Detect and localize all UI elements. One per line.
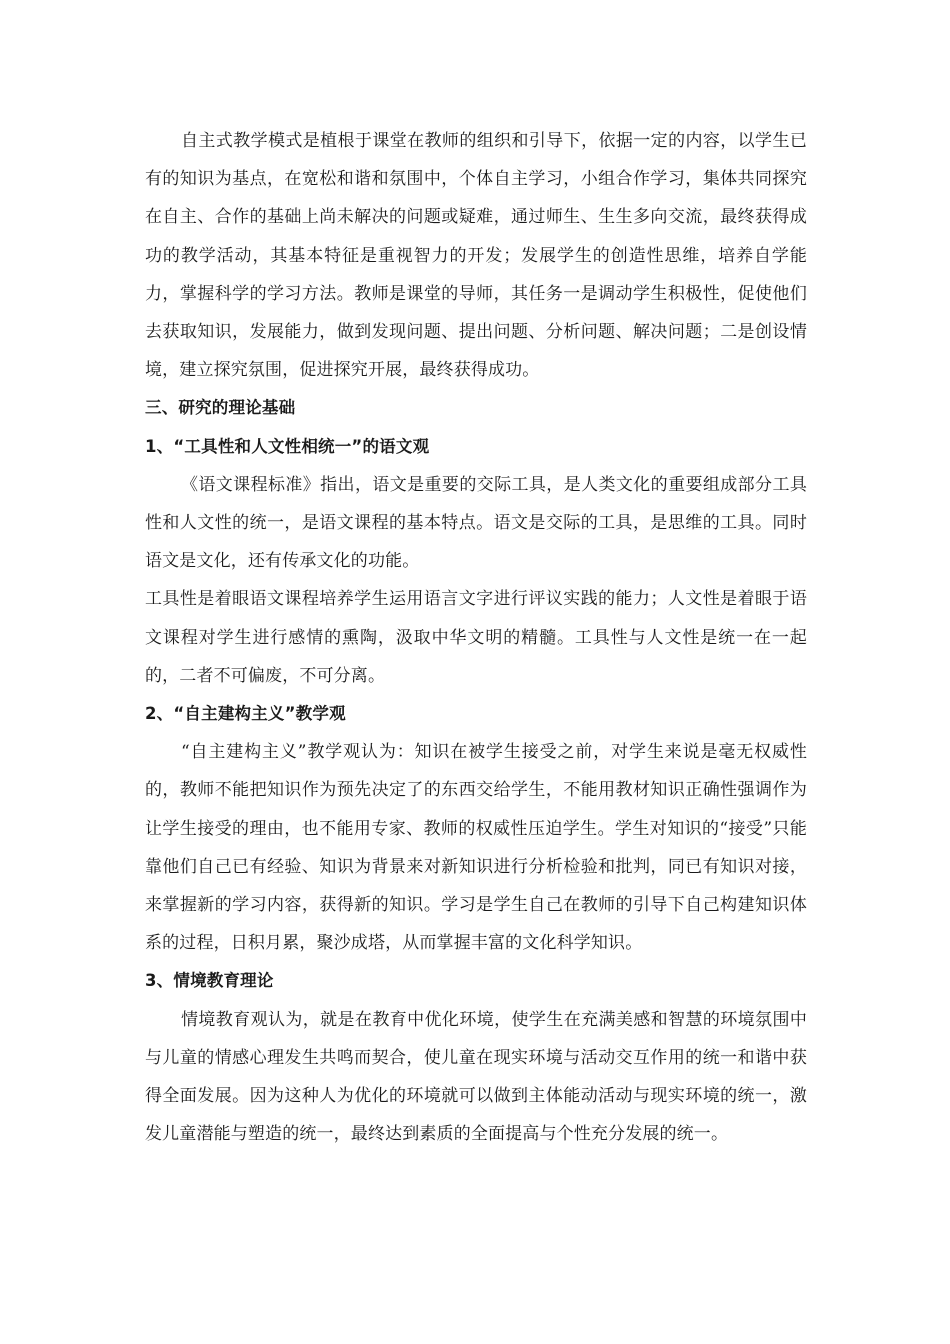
paragraph-curriculum-standard: 《语文课程标准》指出，语文是重要的交际工具，是人类文化的重要组成部分工具性和人文性的统一，是语文课程的基本特点。语文是交际的工具，是思维的工具。同时语文是文化，还有传承文化的功能。 (145, 474, 807, 572)
subheading-instrumental-humanistic: 1、“工具性和人文性相统一”的语文观 (145, 436, 430, 456)
subheading-situational-education: 3、情境教育理论 (145, 971, 274, 991)
section-heading-theoretical-basis: 三、研究的理论基础 (145, 398, 296, 418)
paragraph-situational-education: 情境教育观认为，就是在教育中优化环境，使学生在充满美感和智慧的环境氛围中与儿童的情感心理发生共鸣而契合，使儿童在现实环境与活动交互作用的统一和谐中获得全面发展。因为这种人为优化的环境就可以做到主体能动活动与现实环境的统一，激发儿童潜能与塑造的统一，最终达到素质的全面提高与个性充分发展的统一。 (145, 1009, 807, 1145)
paragraph-constructivism: “自主建构主义”教学观认为：知识在被学生接受之前，对学生来说是毫无权威性的，教师不能把知识作为预先决定了的东西交给学生，不能用教材知识正确性强调作为让学生接受的理由，也不能用专家、教师的权威性压迫学生。学生对知识的“接受”只能靠他们自己已有经验、知识为背景来对新知识进行分析检验和批判，同已有知识对接，来掌握新的学习内容，获得新的知识。学习是学生自己在教师的引导下自己构建知识体系的过程，日积月累，聚沙成塔，从而掌握丰富的文化科学知识。 (145, 742, 807, 954)
document-body (145, 122, 807, 1153)
subheading-constructivism: 2、“自主建构主义”教学观 (145, 704, 346, 724)
paragraph-autonomous-teaching-model: 自主式教学模式是植根于课堂在教师的组织和引导下，依据一定的内容，以学生已有的知识为基点，在宽松和谐和氛围中，个体自主学习，小组合作学习，集体共同探究在自主、合作的基础上尚未解决的问题或疑难，通过师生、生生多向交流，最终获得成功的教学活动，其基本特征是重视智力的开发；发展学生的创造性思维，培养自学能力，掌握科学的学习方法。教师是课堂的导师，其任务一是调动学生积极性，促使他们去获取知识，发展能力，做到发现问题、提出问题、分析问题、解决问题；二是创设情境，建立探究氛围，促进探究开展，最终获得成功。 (145, 131, 807, 381)
paragraph-instrumental-humanistic-unity: 工具性是着眼语文课程培养学生运用语言文字进行评议实践的能力；人文性是着眼于语文课程对学生进行感情的熏陶，汲取中华文明的精髓。工具性与人文性是统一在一起的，二者不可偏废，不可分离。 (145, 589, 807, 686)
